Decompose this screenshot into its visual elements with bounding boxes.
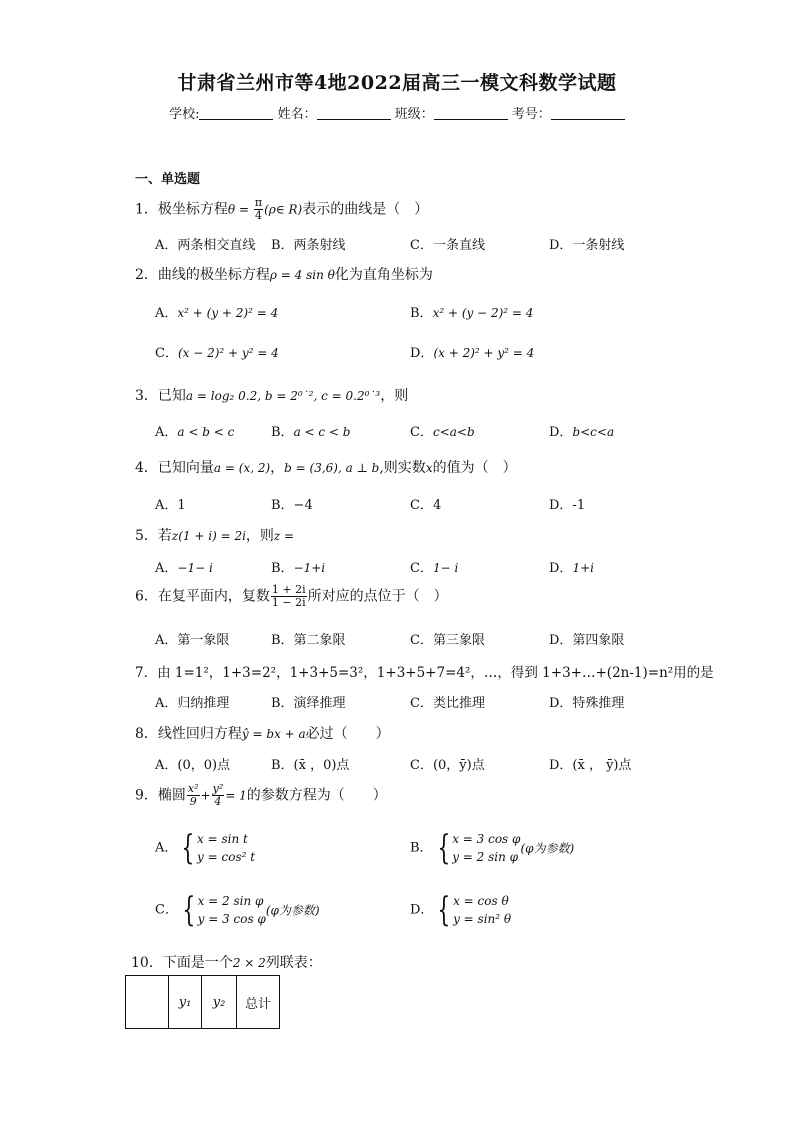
- option-d: D．一条射线: [549, 238, 625, 253]
- fraction-numerator: π: [254, 196, 263, 209]
- equation-line: y = 2 sin φ: [452, 850, 519, 864]
- option-letter: D．: [549, 561, 573, 576]
- table-header-cell: y₂: [202, 976, 237, 1029]
- option-d: [549, 557, 594, 576]
- equation-line: x = sin t: [197, 832, 248, 846]
- fraction-denominator: 1 − 2i: [271, 596, 306, 609]
- equation-system: [453, 892, 511, 928]
- section-title: 一、单选题: [135, 172, 201, 187]
- math-expression: 1+i: [572, 561, 594, 575]
- option-letter: A．: [155, 306, 178, 321]
- math-expression: 1− i: [432, 561, 459, 575]
- student-info: [0, 103, 794, 122]
- fraction: [271, 584, 307, 609]
- question-number: 5．: [135, 528, 158, 544]
- question-text: 若: [157, 528, 172, 544]
- option-c: C．一条直线: [410, 238, 485, 253]
- question-2: [135, 264, 433, 284]
- question-text: 必过（ ）: [305, 726, 390, 742]
- question-number: 8．: [135, 726, 158, 742]
- option-b: [271, 557, 325, 576]
- question-text: 由 1=1²，1+3=2²，1+3+5=3²，1+3+5+7=4²，…，得到 1+3+…+(2n-1)=n²用的是: [157, 665, 714, 681]
- question-number: 4．: [135, 460, 158, 476]
- option-c: C．4: [410, 498, 442, 513]
- math-expression: a < c < b: [293, 425, 351, 439]
- number-label: 考号：: [511, 107, 551, 122]
- math-expression: x² + (y + 2)² = 4: [177, 306, 279, 320]
- question-text: ，则: [245, 528, 274, 544]
- question-number: 1．: [135, 201, 158, 218]
- math-expression: 2 × 2: [232, 956, 266, 970]
- option-letter: B．: [410, 306, 433, 321]
- equation-line: y = cos² t: [197, 850, 256, 864]
- question-text: 椭圆: [157, 787, 186, 804]
- math-expression: +: [200, 788, 211, 803]
- name-label: 姓名：: [277, 107, 317, 122]
- question-10: [131, 952, 322, 972]
- name-blank: [317, 107, 391, 120]
- option-c: [410, 557, 458, 576]
- equation-line: y = sin² θ: [453, 912, 512, 926]
- option-a: A．两条相交直线: [155, 238, 256, 253]
- math-expression: −1− i: [177, 561, 213, 575]
- option-letter: A．: [155, 561, 178, 576]
- option-letter: D．: [410, 346, 434, 361]
- math-expression: z =: [273, 529, 295, 543]
- question-1: [135, 197, 428, 222]
- question-3: [135, 385, 408, 405]
- number-blank: [551, 107, 625, 120]
- math-expression: b = (3,6), a ⊥ b: [284, 461, 380, 475]
- option-letter: B．: [271, 561, 294, 576]
- class-blank: [434, 107, 508, 120]
- option-c: C．第三象限: [410, 633, 485, 648]
- option-c: C．(0，ȳ)点: [410, 758, 485, 773]
- table-header-cell: [126, 976, 169, 1029]
- class-label: 班级：: [394, 107, 434, 122]
- option-letter: C．: [155, 902, 178, 918]
- option-b: B．−4: [271, 498, 313, 513]
- equation-system: [197, 830, 255, 866]
- question-number: 6．: [135, 588, 158, 605]
- equation-system: [452, 830, 520, 866]
- question-text: 已知向量: [157, 460, 214, 476]
- question-text: 列联表：: [265, 955, 322, 971]
- question-text: 所对应的点位于（ ）: [307, 588, 448, 605]
- equation-system: [198, 892, 266, 928]
- option-d: [410, 342, 534, 361]
- option-d: D．(x̄ ， ȳ)点: [549, 758, 632, 773]
- question-8: [135, 723, 390, 743]
- question-text: 极坐标方程: [157, 201, 228, 218]
- question-number: 7．: [135, 665, 158, 681]
- math-expression: −1+i: [293, 561, 326, 575]
- question-text: 线性回归方程: [157, 726, 242, 742]
- left-brace-icon: {: [182, 890, 196, 930]
- contingency-table: [125, 975, 280, 1029]
- math-expression: (ρ∈ R): [264, 202, 303, 217]
- math-expression: a = log₂ 0.2, b = 2⁰˙², c = 0.2⁰˙³: [185, 389, 381, 403]
- option-a: A．(0，0)点: [155, 758, 231, 773]
- option-d: [549, 421, 614, 440]
- parameter-note: (φ为参数): [265, 903, 320, 918]
- question-text: 的值为（ ）: [432, 460, 517, 476]
- option-d: [410, 892, 511, 928]
- table-row: [126, 976, 280, 1029]
- left-brace-icon: {: [436, 828, 450, 868]
- school-blank: [199, 107, 273, 120]
- parameter-note: (φ为参数): [520, 841, 575, 856]
- option-c: [155, 892, 320, 928]
- math-expression: = 1: [225, 788, 247, 803]
- option-b: B．演绎推理: [271, 696, 346, 711]
- option-d: D．-1: [549, 498, 586, 513]
- page-title: 甘肃省兰州市等4地2022届高三一模文科数学试题: [177, 72, 617, 94]
- math-expression: θ =: [227, 202, 253, 217]
- question-text: ，: [270, 460, 285, 476]
- math-expression: ŷ = bx + a: [241, 727, 306, 741]
- question-number: 2．: [135, 267, 158, 283]
- option-c: C．类比推理: [410, 696, 485, 711]
- math-expression: a = (x, 2): [213, 461, 271, 475]
- question-text: 化为直角坐标为: [334, 267, 433, 283]
- option-a: [155, 302, 278, 321]
- option-a: A．归纳推理: [155, 696, 230, 711]
- math-expression: ρ = 4 sin θ: [269, 268, 335, 282]
- option-letter: B．: [410, 840, 433, 856]
- question-text: 的参数方程为（ ）: [246, 787, 387, 804]
- math-expression: (x + 2)² + y² = 4: [433, 346, 535, 360]
- option-d: D．特殊推理: [549, 696, 625, 711]
- option-letter: D．: [410, 902, 434, 918]
- question-9: [135, 783, 387, 808]
- option-b: B．(x̄ ，0)点: [271, 758, 350, 773]
- left-brace-icon: {: [181, 828, 195, 868]
- fraction-denominator: 9: [189, 795, 197, 808]
- option-letter: B．: [271, 425, 294, 440]
- question-text: ，则: [380, 388, 409, 404]
- question-text: 在复平面内，复数: [157, 588, 270, 605]
- math-expression: c<a<b: [432, 425, 475, 439]
- option-letter: C．: [410, 425, 433, 440]
- question-text: 表示的曲线是（ ）: [302, 201, 429, 218]
- option-a: [155, 557, 213, 576]
- question-5: [135, 525, 294, 545]
- fraction-numerator: y²: [212, 782, 224, 795]
- question-number: 9．: [135, 787, 158, 804]
- question-text: 已知: [157, 388, 186, 404]
- question-6: [135, 584, 448, 609]
- left-brace-icon: {: [437, 890, 451, 930]
- math-expression: x² + (y − 2)² = 4: [432, 306, 534, 320]
- fraction-numerator: 1 + 2i: [271, 583, 306, 596]
- option-b: B．第二象限: [271, 633, 346, 648]
- fraction-denominator: 4: [214, 795, 222, 808]
- question-4: [135, 457, 517, 477]
- equation-line: x = 3 cos φ: [452, 832, 521, 846]
- math-expression: (x − 2)² + y² = 4: [177, 346, 279, 360]
- math-expression: b<c<a: [572, 425, 615, 439]
- question-text: 下面是一个: [162, 955, 233, 971]
- option-letter: C．: [155, 346, 178, 361]
- fraction-numerator: x²: [187, 782, 199, 795]
- option-letter: D．: [549, 425, 573, 440]
- option-c: [410, 421, 475, 440]
- option-b: B．两条射线: [271, 238, 346, 253]
- question-number: 3．: [135, 388, 158, 404]
- math-expression: a < b < c: [177, 425, 235, 439]
- question-text: ,则实数: [379, 460, 426, 476]
- fraction: [254, 197, 263, 222]
- question-number: 10．: [131, 955, 163, 971]
- equation-line: x = cos θ: [453, 894, 509, 908]
- option-a: [155, 421, 234, 440]
- option-b: [271, 421, 351, 440]
- option-b: [410, 830, 574, 866]
- math-expression: z(1 + i) = 2i: [171, 529, 246, 543]
- equation-line: x = 2 sin φ: [197, 894, 264, 908]
- option-letter: A．: [155, 425, 178, 440]
- school-label: 学校:: [169, 107, 200, 122]
- math-expression: x: [425, 461, 433, 475]
- option-b: [410, 302, 533, 321]
- fraction-denominator: 4: [254, 209, 262, 222]
- question-7: [135, 661, 714, 681]
- table-header-cell: y₁: [169, 976, 202, 1029]
- option-c: [155, 342, 279, 361]
- option-letter: C．: [410, 561, 433, 576]
- option-letter: A．: [155, 840, 178, 856]
- question-text: 曲线的极坐标方程: [157, 267, 270, 283]
- option-a: [155, 830, 255, 866]
- fraction: [212, 783, 225, 808]
- option-a: A．第一象限: [155, 633, 230, 648]
- table-header-cell: 总计: [237, 976, 280, 1029]
- fraction: [187, 783, 200, 808]
- option-a: A．1: [155, 498, 186, 513]
- equation-line: y = 3 cos φ: [197, 912, 266, 926]
- option-d: D．第四象限: [549, 633, 625, 648]
